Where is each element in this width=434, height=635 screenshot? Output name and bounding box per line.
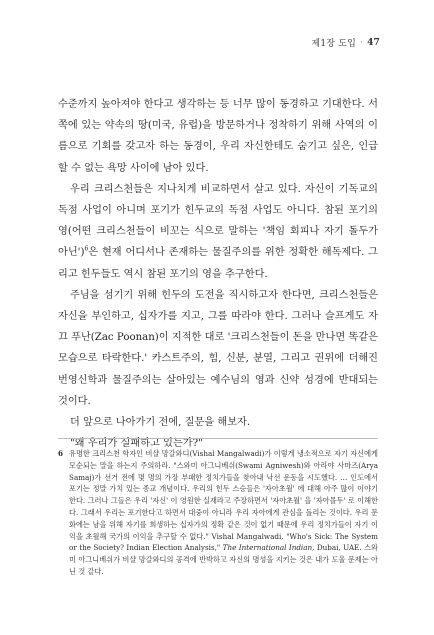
paragraph-3: 주님을 섬기기 위해 힌두의 도전을 직시하고자 한다면, 크리스천들은 자신을 부인하고, 십자가를 지고, 그를 따라야 한다. 그러나 슬프게도 자끄 푸난(Zac Poonan)이 지적한 대로 '크리스천들이 돈을 만나면 똑같은 모습으로 타락한다.' 카스트주의, 힘, 신분, 분열, 그리고 권위에 더해진 번영신학과 물질주의는 살아있는 예수님의 영과 신약 성경에 반대되는 것이다. [58,289,378,407]
paragraph-2-text-a: 우리 크리스천들은 지나치게 비교하면서 살고 있다. 자신이 기독교의 독점 사업이 아니며 포기가 힌두교의 독점 사업도 아니다. 참된 포기의 영(어떤 크리스천들이 비꼬는 식으로 말하는 '책임 회피나 자기 돌두가 아닌') [58,183,378,259]
page-number: 47 [367,37,380,48]
running-head [311,36,380,49]
body-text [58,94,378,454]
footnote [58,448,378,578]
paragraph-5-question: "왜 우리가 실패하고 있는가?" [70,438,203,450]
footnote-divider [58,438,378,439]
paragraph-2-text-b: 은 현재 어디서나 존재하는 물질주의를 위한 정확한 해독제다. 그리고 힌두들도 역시 참된 포기의 영을 추구한다. [58,247,378,280]
footnote-text [69,448,378,578]
chapter-title: 제1장 도입 [311,39,356,49]
paragraph-2 [58,179,378,285]
paragraph-4: 더 앞으로 나아가기 전에, 질문을 해보자. [70,417,251,429]
footnote-reference[interactable]: 6 [84,246,89,254]
footnote-text-part-1: 유명한 크리스천 학자인 비샬 망갈와디(Vishal Mangalwadi)가 이렇게 냉소적으로 자기 자신에게 모순되는 말을 하는지 주의하라. "스와미 아그니베쉬(Swami Agniwesh)와 아라야 사마즈(Arya Samaj)가 선거 전에 몇 명의 가장 부패한 정치가들을 찾아내 낙선 운동을 시도했다. … 인도에서 포기는 정말 가치 있는 종교 개념이다. 우리의 힌두 스승들은 '자아초월' 에 대해 아주 많이 이야기한다. 그러나 그들은 우리 '자신' 이 영원한 실재라고 주장하면서 '자아초월' 을 '자아몰두' 로 이해한다. 그래서 우리는 포기한다고 하면서 대중이 아니라 우리 자아에게 관심을 돌리는 것이다. 우리 문화에는 남을 위해 자기를 희생하는 십자가의 정확 같은 것이 없기 때문에 우리 정치가들이 자기 이익을 초월해 국가의 이익을 추구할 수 없다." Vishal Mangalwadi, "Who's Sick: The System or the Society? Indian Election Analysis," [69,449,378,553]
footnote-mark: 6 [58,449,64,458]
running-head-separator: · [360,37,364,48]
footnote-text-part-2: , Dubai, UAE. 스와미 아그니베쉬가 비샬 망갈와디의 공격에 반박하고 자신의 명성을 지키는 것은 내가 도울 문제는 아닌 것 같다. [69,543,378,576]
footnote-journal-title: The International Indian [222,543,313,553]
paragraph-1: 수준까지 높아져야 한다고 생각하는 등 너무 많이 동경하고 기대한다. 서쪽에 있는 약속의 땅(미국, 유럽)을 방문하거나 정착하기 위해 사역의 이름으로 기회를 갖고자 하는 동경이, 우리 자신한테도 숨기고 싶은, 인급할 수 없는 욕망 사이에 남아 있다. [58,99,378,174]
